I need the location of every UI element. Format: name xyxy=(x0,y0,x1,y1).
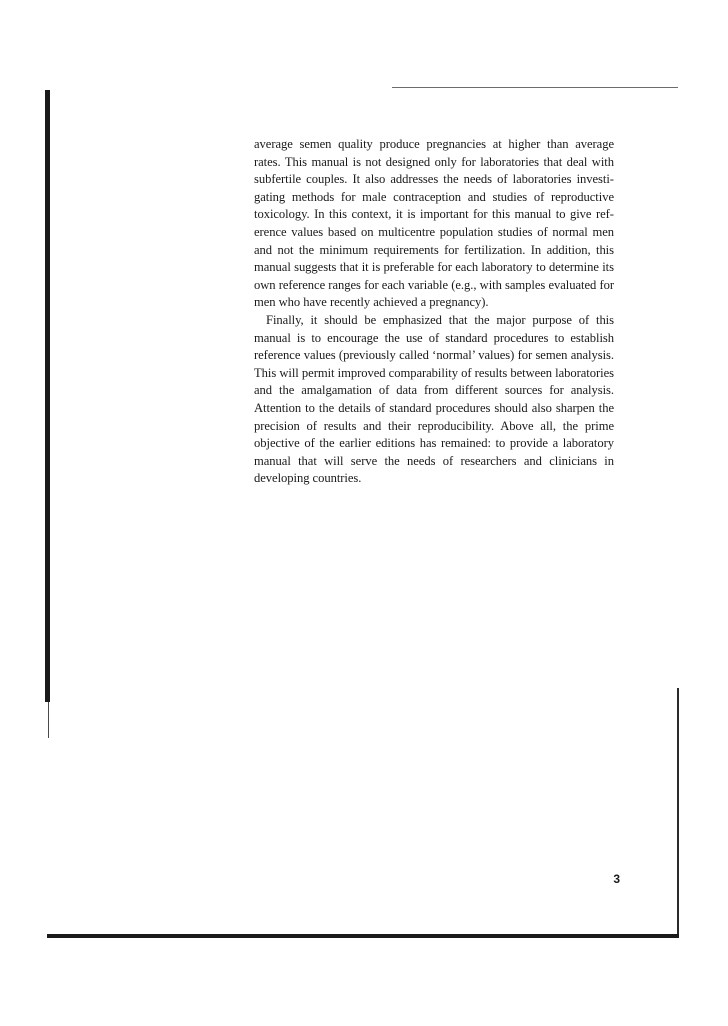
page-number: 3 xyxy=(613,872,620,886)
top-rule xyxy=(392,87,678,88)
body-text xyxy=(254,136,614,488)
left-margin-bar xyxy=(45,90,50,702)
right-margin-bar xyxy=(677,688,679,938)
paragraph-2: Finally, it should be emphasized that the major purpose of this manual is to encourage the use of standard procedures to establish reference values (previously called ‘normal’ values) for semen analysis. This will permit improved comparability of results between laboratories and the amalgamation of data from different sources for analysis. Attention to the details of standard procedures should also sharpen the precision of results and their reproducibility. Above all, the prime objective of the earlier editions has remained: to provide a laboratory manual that will serve the needs of researchers and clinicians in developing countries. xyxy=(254,312,614,486)
bottom-rule xyxy=(47,934,679,938)
left-margin-line xyxy=(48,702,49,738)
paragraph-1: average semen quality produce pregnancies at higher than average rates. This manual is not designed only for laboratories that deal with subfertile couples. It also addresses the needs of laboratories investigating methods for male contraception and studies of reproductive toxicology. In this context, it is important for this manual to give reference values based on multicentre population studies of normal men and not the minimum requirements for fertilization. In addition, this manual suggests that it is preferable for each laboratory to determine its own reference ranges for each variable (e.g., with samples evaluated for men who have recently achieved a pregnancy). xyxy=(254,137,614,310)
